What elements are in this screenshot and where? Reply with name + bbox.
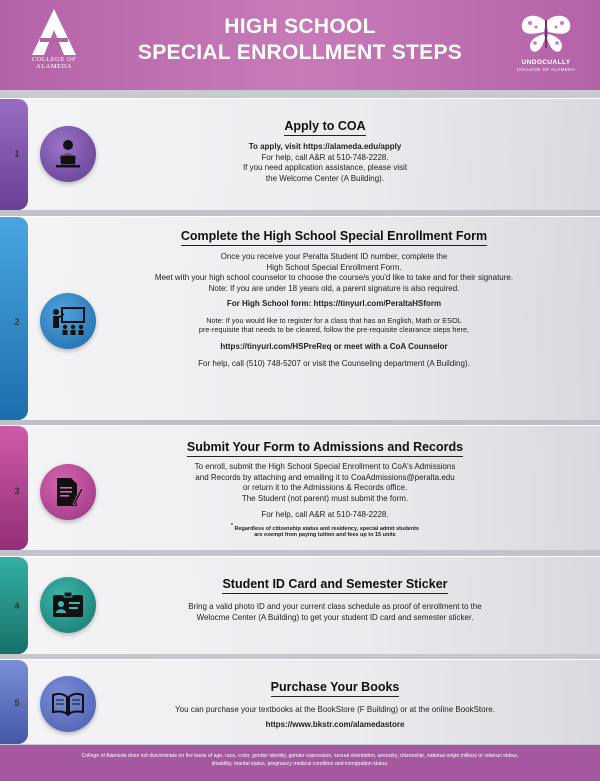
title-line2: SPECIAL ENROLLMENT STEPS bbox=[137, 41, 463, 64]
step-2-heading: Complete the High School Special Enrollment Form bbox=[181, 229, 487, 246]
open-book-icon bbox=[51, 692, 85, 716]
footer-disclaimer bbox=[0, 745, 600, 781]
step-5-heading: Purchase Your Books bbox=[271, 680, 400, 697]
step-3-p2: and Records by attaching and emailing it to CoaAdmissions@peralta.edu bbox=[195, 472, 455, 482]
logo-left-line2: ALAMEDA bbox=[36, 63, 72, 70]
step-4-heading: Student ID Card and Semester Sticker bbox=[222, 577, 447, 594]
step-3-heading: Submit Your Form to Admissions and Records bbox=[187, 440, 463, 457]
footer-line2: disability, marital status, pregnancy medical condition and immigration status. bbox=[211, 761, 389, 767]
step-3-fine1-text: Regardless of citizenship status and residency, special admit students bbox=[234, 525, 419, 532]
step-2-prereq-link[interactable]: https://tinyurl.com/HSPreReq or meet with a CoA Counselor bbox=[220, 341, 448, 351]
step-3-fine1 bbox=[100, 523, 550, 533]
step-2-content bbox=[94, 227, 574, 370]
step-4-content bbox=[100, 575, 570, 623]
step-3-icon-circle bbox=[40, 464, 96, 520]
step-5-number: 5 bbox=[14, 698, 20, 708]
step-2-form-link[interactable]: For High School form: https://tinyurl.com/PeraltaHSform bbox=[226, 299, 442, 308]
step-5-bookstore-link[interactable]: https://www.bkstr.com/alamedastore bbox=[265, 719, 405, 729]
step-2-p2: High School Special Enrollment Form. bbox=[266, 262, 402, 272]
step-4-p1: Bring a valid photo ID and your current class schedule as proof of enrollment to the bbox=[188, 602, 482, 611]
step-5-p1: You can purchase your textbooks at the BookStore (F Building) or at the online BookStore. bbox=[175, 705, 495, 714]
step-3-fine2: are exempt from paying tuition and fees up to 15 units bbox=[254, 532, 396, 539]
step-3-p3: or return it to the Admissions & Records office. bbox=[242, 483, 408, 492]
step-3-content bbox=[100, 438, 550, 539]
step-2-section bbox=[0, 216, 600, 420]
form-and-pen-icon bbox=[53, 476, 83, 508]
undocually-logo bbox=[508, 14, 584, 78]
step-3-number: 3 bbox=[14, 486, 20, 496]
step-2-help: For help, call (510) 748-5207 or visit the Counseling department (A Building). bbox=[198, 359, 470, 368]
step-1-section bbox=[0, 98, 600, 210]
step-2-p1: Once you receive your Peralta Student ID number, complete the bbox=[220, 252, 448, 261]
step-1-icon-circle bbox=[40, 126, 96, 182]
butterfly-icon bbox=[516, 14, 576, 54]
step-5-icon-circle bbox=[40, 676, 96, 732]
logo-right-line1: UNDOCUALLY bbox=[521, 59, 571, 66]
step-2-note2: pre-requisite that needs to be cleared, follow the pre-requisite clearance steps here, bbox=[198, 325, 470, 334]
step-1-help-line: For help, call A&R at 510-748-2228. bbox=[261, 152, 389, 162]
step-2-note1: Note: If you would like to register for a class that has an English, Math or ESOL bbox=[206, 315, 462, 325]
footnote-marker: * bbox=[231, 522, 233, 529]
step-2-p4: Note: If you are under 18 years old, a parent signature is also required. bbox=[208, 283, 460, 293]
header-banner bbox=[0, 0, 600, 90]
alameda-a-icon bbox=[31, 8, 77, 56]
step-4-number: 4 bbox=[14, 601, 20, 611]
step-3-help: For help, call A&R at 510-748-2228. bbox=[261, 510, 389, 519]
step-4-icon-circle bbox=[40, 577, 96, 633]
step-4-p2: Welocme Center (A Building) to get your student ID card and semester sticker. bbox=[196, 612, 474, 622]
person-at-laptop-icon bbox=[51, 137, 85, 171]
logo-right-line2: COLLEGE OF ALAMEDA bbox=[516, 67, 576, 72]
step-1-heading: Apply to COA bbox=[284, 119, 365, 136]
step-3-p4: The Student (not parent) must submit the form. bbox=[241, 493, 409, 503]
title-line1: HIGH SCHOOL bbox=[224, 15, 376, 38]
step-1-number: 1 bbox=[14, 149, 20, 159]
step-1-center-line: the Welcome Center (A Building). bbox=[265, 173, 385, 183]
step-5-content bbox=[100, 678, 570, 730]
step-3-section bbox=[0, 425, 600, 550]
presenter-with-audience-icon bbox=[50, 306, 86, 336]
id-card-icon bbox=[52, 592, 84, 618]
step-2-number: 2 bbox=[14, 317, 20, 327]
step-1-apply-line: To apply, visit https://alameda.edu/apply bbox=[248, 142, 402, 151]
step-2-p3: Meet with your high school counselor to choose the course/s you'd like to take and for their signature. bbox=[154, 273, 514, 282]
college-of-alameda-logo bbox=[22, 8, 86, 78]
step-4-section bbox=[0, 556, 600, 654]
step-5-section bbox=[0, 659, 600, 744]
step-1-content bbox=[100, 117, 550, 184]
footer-line1: College of Alameda does not discriminate on the basis of age, race, color, gender identity, gender expression, sexual orientation, ancestry, citizenship, national origin military or veteran status, bbox=[81, 753, 519, 759]
logo-left-line1: COLLEGE OF bbox=[31, 56, 77, 63]
page-title bbox=[90, 14, 510, 66]
step-1-assist-line: If you need application assistance, please visit bbox=[242, 163, 408, 172]
step-2-icon-circle bbox=[40, 293, 96, 349]
step-3-p1: To enroll, submit the High School Special Enrollment to CoA's Admissions bbox=[194, 462, 456, 471]
